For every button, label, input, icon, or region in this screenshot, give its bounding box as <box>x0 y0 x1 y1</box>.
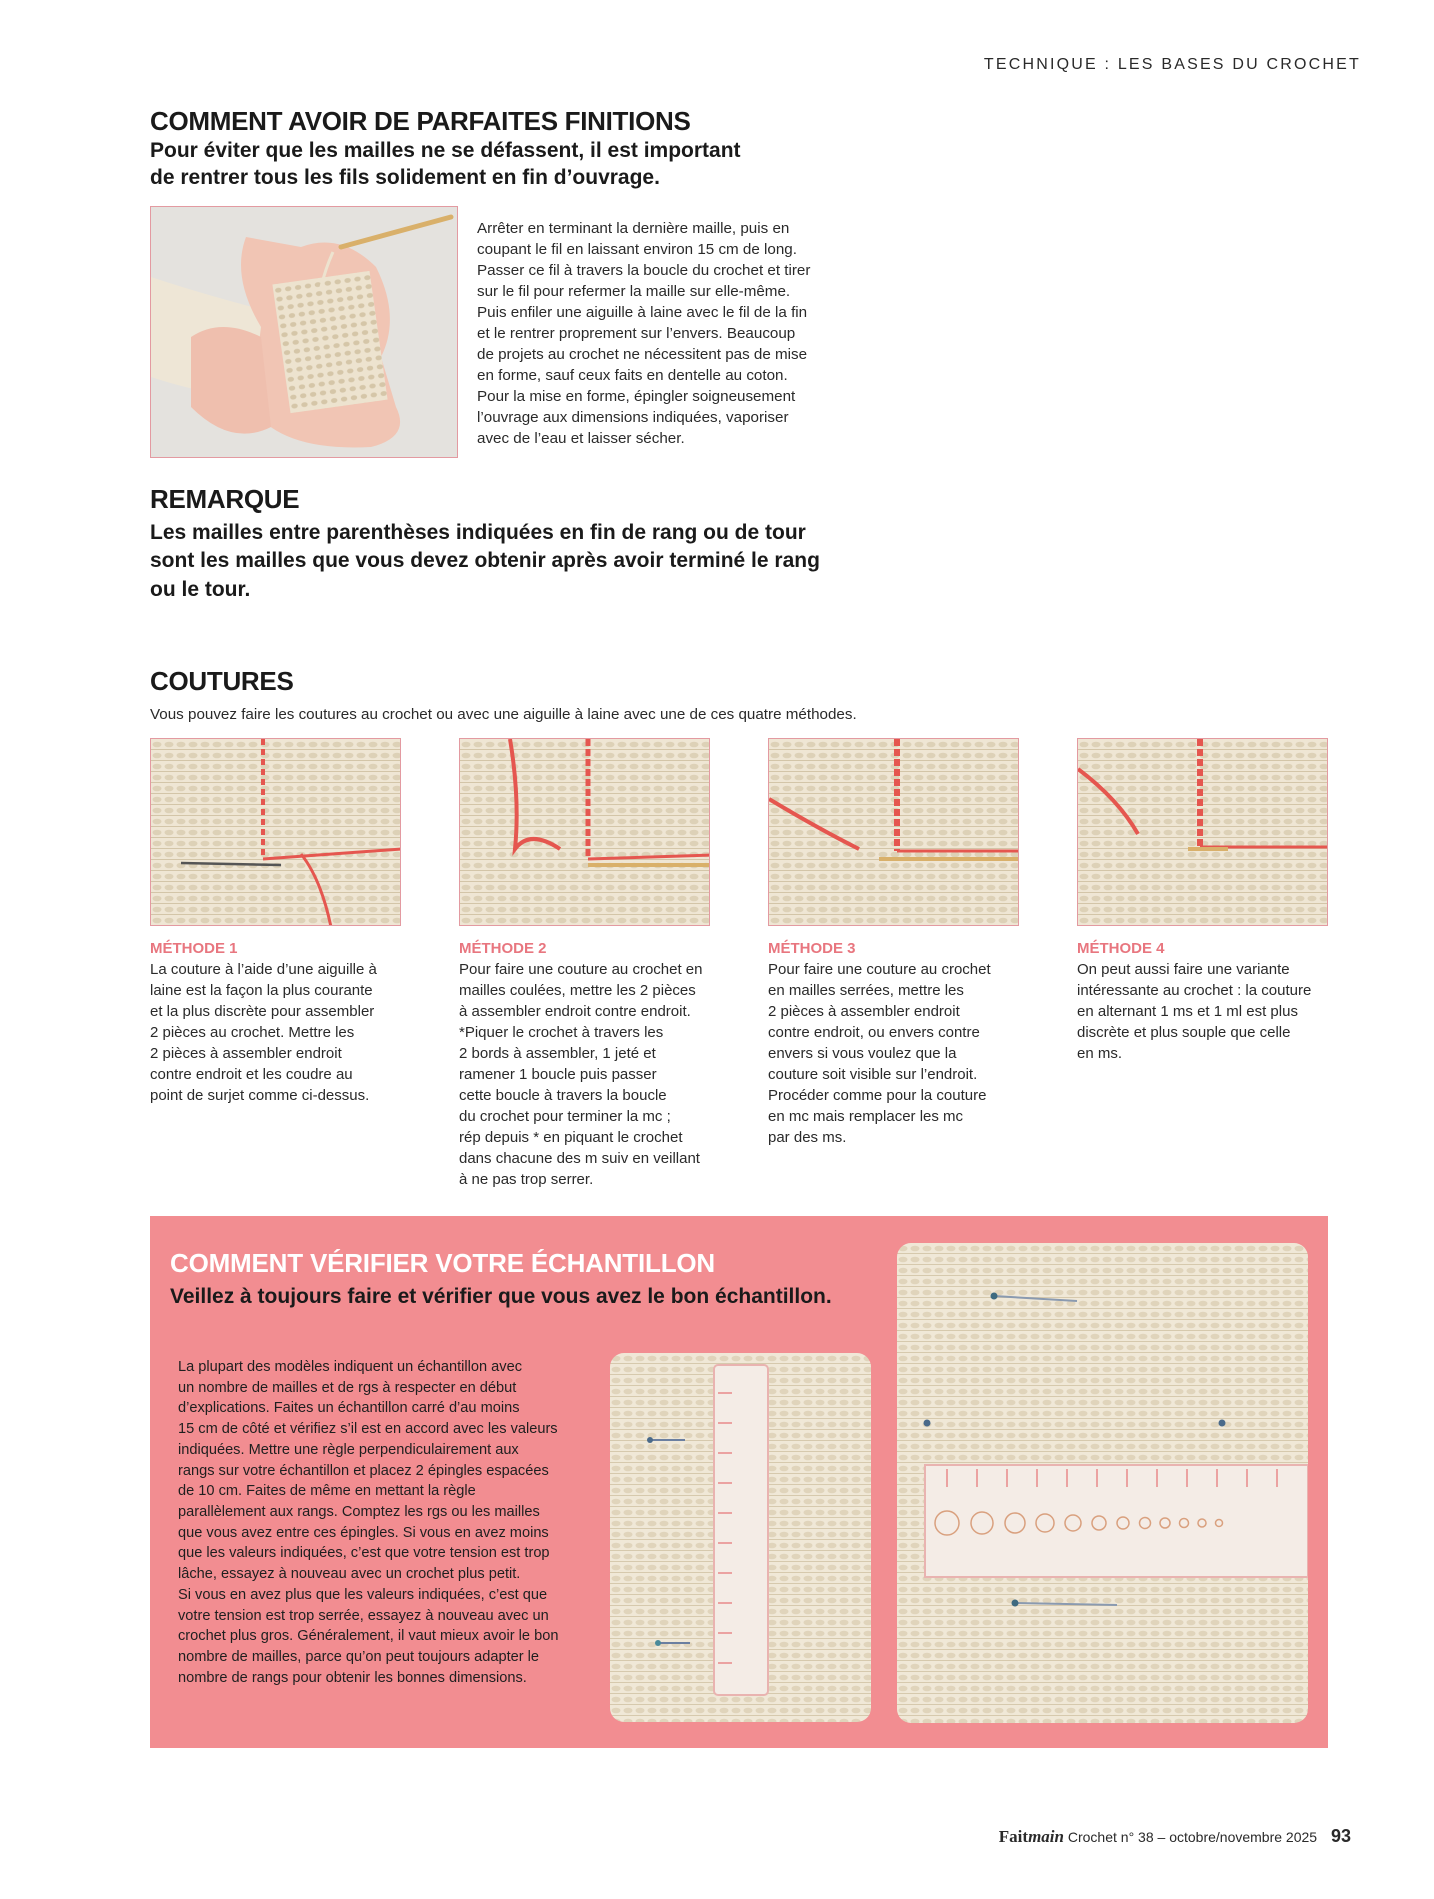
gauge-photo-horizontal <box>897 1243 1308 1723</box>
remarque-title: REMARQUE <box>150 484 300 514</box>
page-footer <box>999 1826 1351 1847</box>
echantillon-subtitle: Veillez à toujours faire et vérifier que vous avez le bon échantillon. <box>170 1285 832 1308</box>
method-4-label: MÉTHODE 4 <box>1077 940 1165 957</box>
issue-info: Crochet n° 38 – octobre/novembre 2025 <box>1067 1829 1318 1845</box>
method-4 <box>1077 940 1339 1064</box>
method-3-photo <box>768 738 1019 926</box>
finitions-body: Arrêter en terminant la dernière maille, puis en coupant le fil en laissant environ 15 cm de long. Passer ce fil à travers la boucle du crochet et tirer sur le fil pour refermer la maille sur elle-même. Puis enfiler une aiguille à laine avec le fil de la fin et le rentrer proprement sur l’envers. Beaucoup de projets au crochet ne nécessitent pas de mise en forme, sauf ceux faits en dentelle au coton. Pour la mise en forme, épingler soigneusement l’ouvrage aux dimensions indiquées, vaporiser avec de l’eau et laisser sécher. <box>477 220 811 447</box>
brand-fait: Fait <box>998 1827 1029 1846</box>
method-1-photo <box>150 738 401 926</box>
page-number: 93 <box>1330 1826 1351 1846</box>
section-tag: TECHNIQUE : LES BASES DU CROCHET <box>983 56 1361 73</box>
finitions-header <box>150 106 910 192</box>
method-1 <box>150 940 405 1106</box>
gauge-photo-vertical <box>610 1353 871 1722</box>
method-2-text: Pour faire une couture au crochet en mailles coulées, mettre les 2 pièces à assembler endroit contre endroit. *Piquer le crochet à travers les 2 bords à assembler, 1 jeté et ramener 1 boucle puis passer cette boucle à travers la boucle du crochet pour terminer la mc ; rép depuis * en piquant le crochet dans chacune des m suiv en veillant à ne pas trop serrer. <box>459 961 703 1188</box>
method-3-text: Pour faire une couture au crochet en mailles serrées, mettre les 2 pièces à assembler endroit contre endroit, ou envers contre envers si vous voulez que la couture soit visible sur l’endroit. Procéder comme pour la couture en mc mais remplacer les mc par des ms. <box>768 961 991 1146</box>
echantillon-box <box>150 1216 1328 1748</box>
method-4-photo <box>1077 738 1328 926</box>
method-3 <box>768 940 1030 1148</box>
magazine-brand <box>999 1827 1064 1846</box>
coutures-title: COUTURES <box>150 666 294 696</box>
finitions-title: COMMENT AVOIR DE PARFAITES FINITIONS <box>150 106 691 136</box>
method-3-label: MÉTHODE 3 <box>768 940 856 957</box>
coutures-intro: Vous pouvez faire les coutures au crochet ou avec une aiguille à laine avec une de ces quatre méthodes. <box>150 706 857 723</box>
echantillon-body: La plupart des modèles indiquent un échantillon avec un nombre de mailles et de rgs à respecter en début d’explications. Faites un échantillon carré d’au moins 15 cm de côté et vérifiez s’il est en accord avec les valeurs indiquées. Mettre une règle perpendiculairement aux rangs sur votre échantillon et placez 2 épingles espacées de 10 cm. Faites de même en mettant la règle parallèlement aux rangs. Comptez les rgs ou les mailles que vous avez entre ces épingles. Si vous en avez moins que les valeurs indiquées, c’est que votre tension est trop lâche, essayez à nouveau avec un crochet plus petit. Si vous en avez plus que les valeurs indiquées, c’est que votre tension est trop serrée, essayez à nouveau avec un crochet plus gros. Généralement, il vaut mieux avoir le bon nombre de mailles, parce qu’on peut toujours adapter le nombre de rangs pour obtenir les bonnes dimensions. <box>178 1359 559 1686</box>
method-2 <box>459 940 721 1190</box>
echantillon-title: COMMENT VÉRIFIER VOTRE ÉCHANTILLON <box>170 1248 715 1278</box>
finitions-subtitle: Pour éviter que les mailles ne se défassent, il est important de rentrer tous les fils solidement en fin d’ouvrage. <box>150 139 741 190</box>
method-4-text: On peut aussi faire une variante intéressante au crochet : la couture en alternant 1 ms et 1 ml est plus discrète et plus souple que celle en ms. <box>1077 961 1312 1062</box>
echantillon-header <box>170 1248 900 1309</box>
brand-main: main <box>1028 1827 1064 1846</box>
remarque-block <box>150 484 910 604</box>
method-1-text: La couture à l’aide d’une aiguille à laine est la façon la plus courante et la plus discrète pour assembler 2 pièces au crochet. Mettre les 2 pièces à assembler endroit contre endroit et les coudre au point de surjet comme ci-dessus. <box>150 961 377 1104</box>
coutures-header <box>150 666 1330 726</box>
method-2-photo <box>459 738 710 926</box>
method-2-label: MÉTHODE 2 <box>459 940 547 957</box>
finishing-photo <box>150 206 458 458</box>
remarque-body: Les mailles entre parenthèses indiquées en fin de rang ou de tour sont les mailles que vous devez obtenir après avoir terminé le rang ou le tour. <box>150 521 820 601</box>
method-1-label: MÉTHODE 1 <box>150 940 238 957</box>
